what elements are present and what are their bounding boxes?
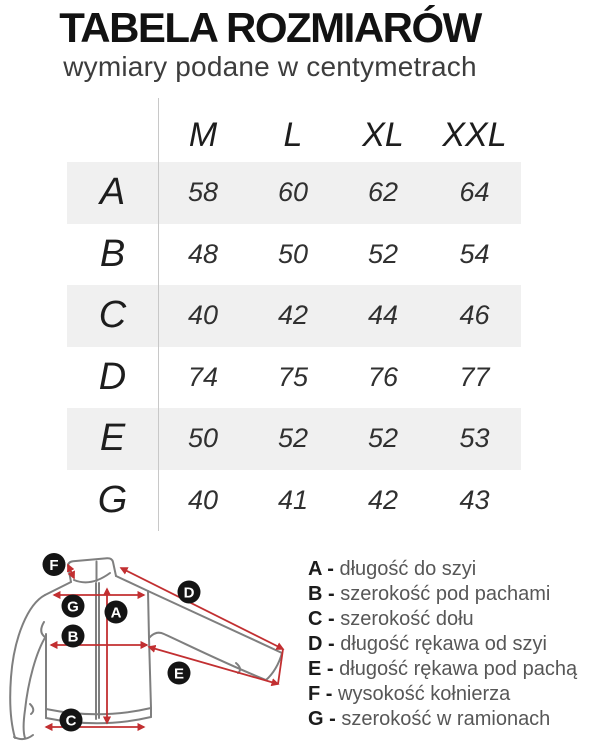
collar-inner-line bbox=[74, 573, 110, 582]
marker-E-letter: E bbox=[173, 665, 185, 683]
table-row-D bbox=[67, 347, 521, 409]
cell-value: 50 bbox=[277, 238, 309, 269]
page-title: TABELA ROZMIARÓW bbox=[59, 4, 481, 51]
marker-F bbox=[43, 553, 66, 576]
table-row-E bbox=[67, 408, 521, 470]
size-table bbox=[67, 100, 521, 531]
legend-item-F bbox=[308, 682, 577, 707]
cell-value: 58 bbox=[187, 177, 219, 208]
cell-value: 44 bbox=[367, 300, 399, 331]
cell-value: 64 bbox=[459, 177, 490, 208]
row-label: A bbox=[99, 171, 126, 214]
legend-letter: F bbox=[308, 683, 321, 705]
cell-value: 60 bbox=[277, 177, 309, 208]
row-label: D bbox=[98, 355, 127, 398]
legend-letter: B bbox=[308, 583, 323, 605]
right-sleeve-under-edge bbox=[149, 633, 266, 683]
legend-separator: - bbox=[321, 658, 340, 680]
marker-B-letter: B bbox=[67, 628, 79, 646]
size-table-header bbox=[67, 100, 521, 162]
row-label: B bbox=[99, 232, 126, 275]
legend-item-C bbox=[308, 607, 577, 632]
cell-value: 52 bbox=[367, 238, 399, 269]
table-row-C bbox=[67, 285, 521, 347]
size-col-xxl: XXL bbox=[442, 116, 507, 154]
left-shoulder-line bbox=[45, 582, 71, 595]
marker-G bbox=[62, 595, 85, 618]
right-sleeve-top-edge bbox=[148, 591, 282, 653]
marker-E bbox=[168, 662, 191, 685]
marker-D-letter: D bbox=[183, 584, 195, 602]
legend-text: szerokość w ramionach bbox=[341, 708, 551, 730]
size-col-m: M bbox=[188, 116, 218, 154]
measure-cuff-connector bbox=[278, 649, 283, 684]
legend-separator: - bbox=[322, 583, 341, 605]
cell-value: 76 bbox=[367, 361, 399, 392]
table-divider-line bbox=[158, 98, 159, 531]
left-sleeve-outer-edge bbox=[10, 595, 45, 738]
table-row-B bbox=[67, 224, 521, 286]
cell-value: 40 bbox=[187, 484, 219, 515]
legend bbox=[308, 557, 577, 732]
cell-value: 41 bbox=[277, 484, 309, 515]
jacket-outline bbox=[10, 558, 282, 739]
legend-letter: A bbox=[308, 558, 322, 580]
marker-A bbox=[105, 601, 128, 624]
corner-cell bbox=[67, 155, 158, 162]
marker-C-letter: C bbox=[65, 712, 77, 730]
row-label: C bbox=[98, 294, 127, 337]
table-row-A bbox=[67, 162, 521, 224]
legend-separator: - bbox=[322, 633, 341, 655]
row-label: E bbox=[99, 417, 126, 460]
row-label: G bbox=[97, 478, 128, 521]
legend-letter: D bbox=[308, 633, 323, 655]
cell-value: 54 bbox=[459, 238, 490, 269]
measure-line-E bbox=[149, 647, 278, 684]
legend-separator: - bbox=[320, 683, 338, 705]
table-row-G bbox=[67, 470, 521, 532]
size-col-xl: XL bbox=[362, 116, 404, 154]
cell-value: 40 bbox=[187, 300, 219, 331]
cell-value: 62 bbox=[367, 177, 399, 208]
cell-value: 48 bbox=[187, 238, 219, 269]
cell-value: 77 bbox=[459, 361, 490, 392]
page-header bbox=[0, 5, 540, 82]
legend-text: wysokość kołnierza bbox=[338, 683, 511, 705]
size-table-body bbox=[67, 162, 521, 531]
legend-item-D bbox=[308, 632, 577, 657]
left-armpit-seam bbox=[41, 622, 45, 637]
size-col-l: L bbox=[283, 116, 303, 154]
legend-text: szerokość dołu bbox=[340, 608, 474, 630]
legend-item-A bbox=[308, 557, 577, 582]
legend-item-B bbox=[308, 582, 577, 607]
marker-D bbox=[178, 581, 201, 604]
jacket-measurement-diagram bbox=[0, 552, 300, 756]
page-subtitle: wymiary podane w centymetrach bbox=[63, 51, 477, 82]
measure-line-D bbox=[121, 568, 283, 649]
marker-C bbox=[60, 709, 83, 732]
diagram-markers bbox=[43, 553, 201, 732]
cell-value: 52 bbox=[277, 423, 309, 454]
zipper-line bbox=[96, 583, 99, 719]
measurement-lines bbox=[46, 565, 283, 730]
cell-value: 75 bbox=[277, 361, 309, 392]
marker-G-letter: G bbox=[67, 598, 79, 616]
legend-text: długość do szyi bbox=[339, 558, 477, 580]
cell-value: 50 bbox=[187, 423, 219, 454]
cell-value: 42 bbox=[277, 300, 309, 331]
cell-value: 46 bbox=[459, 300, 490, 331]
body-right-edge bbox=[148, 591, 151, 708]
legend-letter: E bbox=[308, 658, 322, 680]
legend-text: długość rękawa pod pachą bbox=[339, 658, 578, 680]
cell-value: 53 bbox=[459, 423, 490, 454]
cell-value: 74 bbox=[187, 361, 219, 392]
collar-outline bbox=[68, 558, 116, 582]
cell-value: 42 bbox=[367, 484, 399, 515]
marker-F-letter: F bbox=[49, 556, 59, 574]
legend-letter: C bbox=[308, 608, 323, 630]
legend-item-E bbox=[308, 657, 577, 682]
marker-A-letter: A bbox=[110, 604, 122, 622]
marker-B bbox=[62, 625, 85, 648]
left-sleeve-vent bbox=[30, 704, 33, 714]
cell-value: 52 bbox=[367, 423, 399, 454]
left-sleeve-inner-edge bbox=[24, 636, 47, 738]
legend-separator: - bbox=[321, 558, 340, 580]
cell-value: 43 bbox=[459, 484, 490, 515]
legend-text: szerokość pod pachami bbox=[340, 583, 551, 605]
legend-letter: G bbox=[308, 708, 324, 730]
legend-text: długość rękawa od szyi bbox=[340, 633, 548, 655]
legend-separator: - bbox=[322, 608, 341, 630]
legend-item-G bbox=[308, 707, 577, 732]
legend-separator: - bbox=[323, 708, 342, 730]
